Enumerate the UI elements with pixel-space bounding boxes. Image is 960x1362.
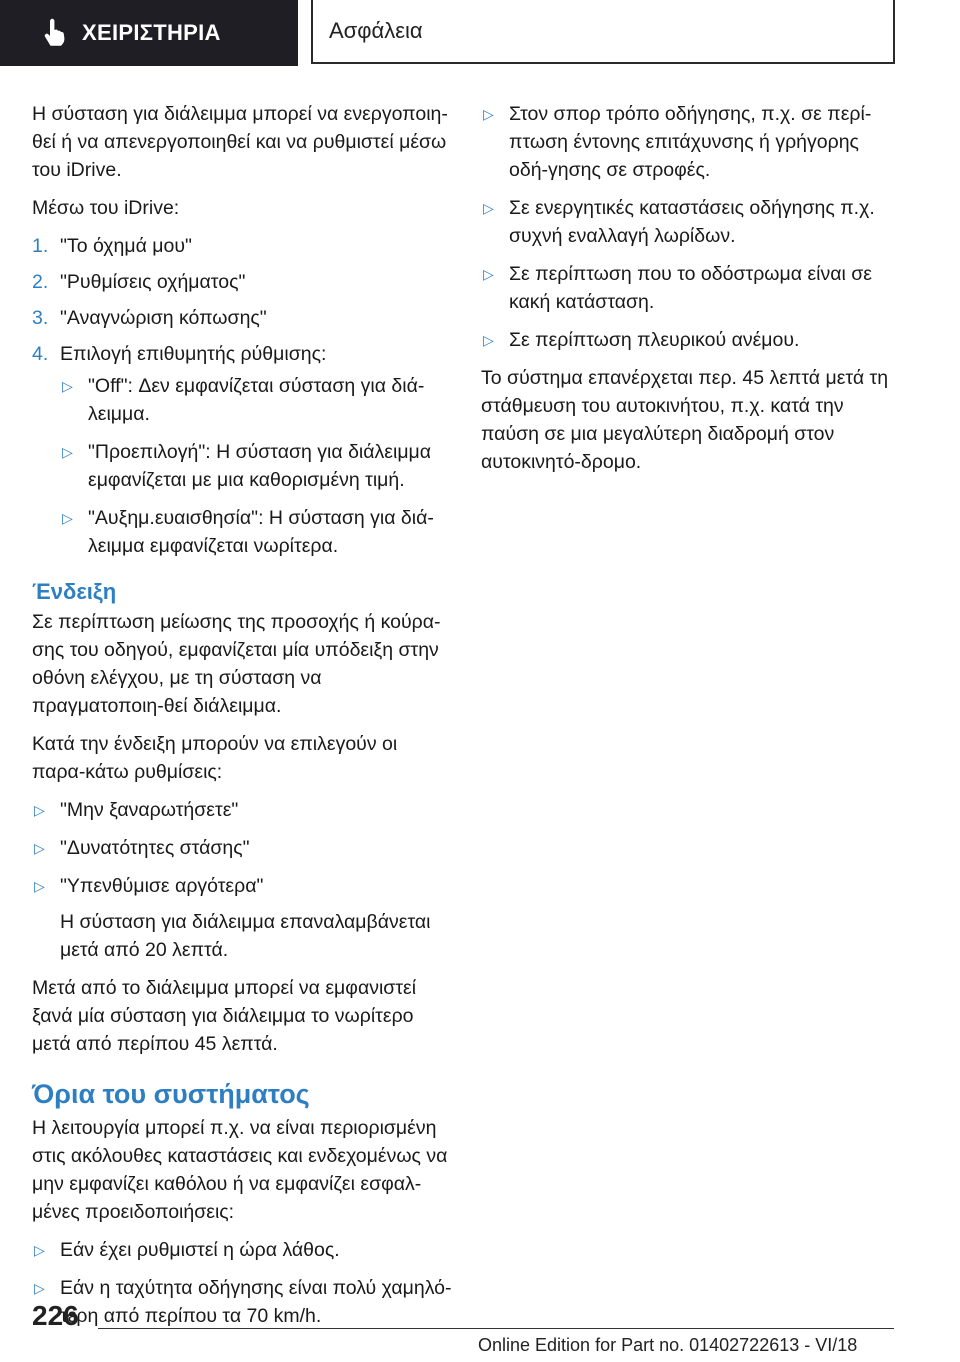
step-number: 1. bbox=[32, 235, 49, 257]
triangle-bullet-icon: ▷ bbox=[34, 802, 45, 818]
page-number: 226 bbox=[32, 1300, 79, 1331]
footer-divider bbox=[98, 1328, 894, 1329]
triangle-bullet-icon: ▷ bbox=[34, 840, 45, 856]
triangle-bullet-icon: ▷ bbox=[62, 444, 73, 460]
triangle-bullet-icon: ▷ bbox=[483, 200, 494, 216]
list-item: ▷ Εάν η ταχύτητα οδήγησης είναι πολύ χαμηλό-τερη από περίπου τα 70 km/h. bbox=[32, 1274, 452, 1330]
step-item bbox=[32, 304, 452, 332]
list-item: ▷ Εάν έχει ρυθμιστεί η ώρα λάθος. bbox=[32, 1236, 452, 1264]
indication-heading: Ένδειξη bbox=[32, 579, 117, 604]
step-item bbox=[32, 268, 452, 296]
hand-touch-icon bbox=[40, 18, 70, 48]
list-item: ▷ "Μην ξαναρωτήσετε" bbox=[32, 796, 452, 824]
list-item: ▷ "Δυνατότητες στάσης" bbox=[32, 834, 452, 862]
step-number: 4. bbox=[32, 343, 49, 365]
list-item: ▷ "Off": Δεν εμφανίζεται σύσταση για διά-λειμμα. bbox=[60, 372, 452, 428]
triangle-bullet-icon: ▷ bbox=[483, 332, 494, 348]
step-number: 2. bbox=[32, 271, 49, 293]
via-idrive-label: Μέσω του iDrive: bbox=[32, 197, 180, 219]
step-text: "Ρυθμίσεις οχήματος" bbox=[60, 271, 246, 293]
list-item: ▷ "Προεπιλογή": Η σύσταση για διάλειμμα εμφανίζεται με μια καθορισμένη τιμή. bbox=[60, 438, 452, 494]
section-label: ΧΕΙΡΙΣΤΗΡΙΑ bbox=[82, 20, 221, 45]
steps-list bbox=[32, 232, 452, 560]
list-item: ▷ "Υπενθύμισε αργότερα" bbox=[32, 872, 452, 900]
triangle-bullet-icon: ▷ bbox=[34, 1280, 45, 1296]
list-item: ▷ Σε περίπτωση που το οδόστρωμα είναι σε κακή κατάσταση. bbox=[481, 260, 901, 316]
right-column bbox=[481, 100, 901, 486]
page-header bbox=[0, 0, 960, 66]
topic-title: Ασφάλεια bbox=[329, 18, 423, 43]
triangle-bullet-icon: ▷ bbox=[483, 106, 494, 122]
step-item bbox=[32, 232, 452, 260]
list-item: ▷ Στον σπορ τρόπο οδήγησης, π.χ. σε περί-πτωση έντονης επιτάχυνσης ή γρήγορης οδή-γησης σε στροφές. bbox=[481, 100, 901, 184]
topic-box bbox=[311, 0, 895, 64]
after-break-note: Μετά από το διάλειμμα μπορεί να εμφανιστεί ξανά μία σύσταση για διάλειμμα το νωρίτερο μετά από περίπου 45 λεπτά. bbox=[32, 977, 417, 1055]
indication-options-list bbox=[32, 796, 452, 900]
list-item: ▷ Σε περίπτωση πλευρικού ανέμου. bbox=[481, 326, 901, 354]
step-text: "Αναγνώριση κόπωσης" bbox=[60, 307, 267, 329]
edition-text: Online Edition for Part no. 01402722613 - VI/18 bbox=[478, 1335, 858, 1355]
triangle-bullet-icon: ▷ bbox=[483, 266, 494, 282]
step-number: 3. bbox=[32, 307, 49, 329]
intro-paragraph: Η σύσταση για διάλειμμα μπορεί να ενεργοποιη-θεί ή να απενεργοποιηθεί και να ρυθμιστεί μέσω του iDrive. bbox=[32, 103, 448, 181]
section-tab bbox=[0, 0, 298, 66]
step-text: Επιλογή επιθυμητής ρύθμισης: bbox=[60, 343, 327, 365]
list-item: ▷ Σε ενεργητικές καταστάσεις οδήγησης π.χ. συχνή εναλλαγή λωρίδων. bbox=[481, 194, 901, 250]
left-column bbox=[32, 100, 452, 1340]
indication-options-intro: Κατά την ένδειξη μπορούν να επιλεγούν οι παρα-κάτω ρυθμίσεις: bbox=[32, 733, 398, 783]
list-item: ▷ "Αυξημ.ευαισθησία": Η σύσταση για διά-λειμμα εμφανίζεται νωρίτερα. bbox=[60, 504, 452, 560]
triangle-bullet-icon: ▷ bbox=[34, 1242, 45, 1258]
triangle-bullet-icon: ▷ bbox=[62, 378, 73, 394]
remind-note: Η σύσταση για διάλειμμα επαναλαμβάνεται μετά από 20 λεπτά. bbox=[60, 911, 431, 961]
triangle-bullet-icon: ▷ bbox=[62, 510, 73, 526]
triangle-bullet-icon: ▷ bbox=[34, 878, 45, 894]
step-text: "Το όχημά μου" bbox=[60, 235, 192, 257]
step4-options-list bbox=[60, 372, 452, 560]
limits-list-left bbox=[32, 1236, 452, 1330]
step-item bbox=[32, 340, 452, 560]
limits-paragraph: Η λειτουργία μπορεί π.χ. να είναι περιορισμένη στις ακόλουθες καταστάσεις και ενδεχομένως να μην εμφανίζει καθόλου ή να εμφανίζει εσφαλ-μένες προειδοποιήσεις: bbox=[32, 1117, 448, 1223]
reset-note: Το σύστημα επανέρχεται περ. 45 λεπτά μετά τη στάθμευση του αυτοκινήτου, π.χ. κατά την παύση σε μια μεγαλύτερη διαδρομή στον αυτοκινητό-δρομο. bbox=[481, 367, 889, 473]
limits-heading: Όρια του συστήματος bbox=[32, 1079, 310, 1109]
indication-paragraph: Σε περίπτωση μείωσης της προσοχής ή κούρα-σης του οδηγού, εμφανίζεται μία υπόδειξη στην οθόνη ελέγχου, με τη σύσταση να πραγματοποιη-θεί διάλειμμα. bbox=[32, 611, 441, 717]
limits-list-right bbox=[481, 100, 901, 354]
